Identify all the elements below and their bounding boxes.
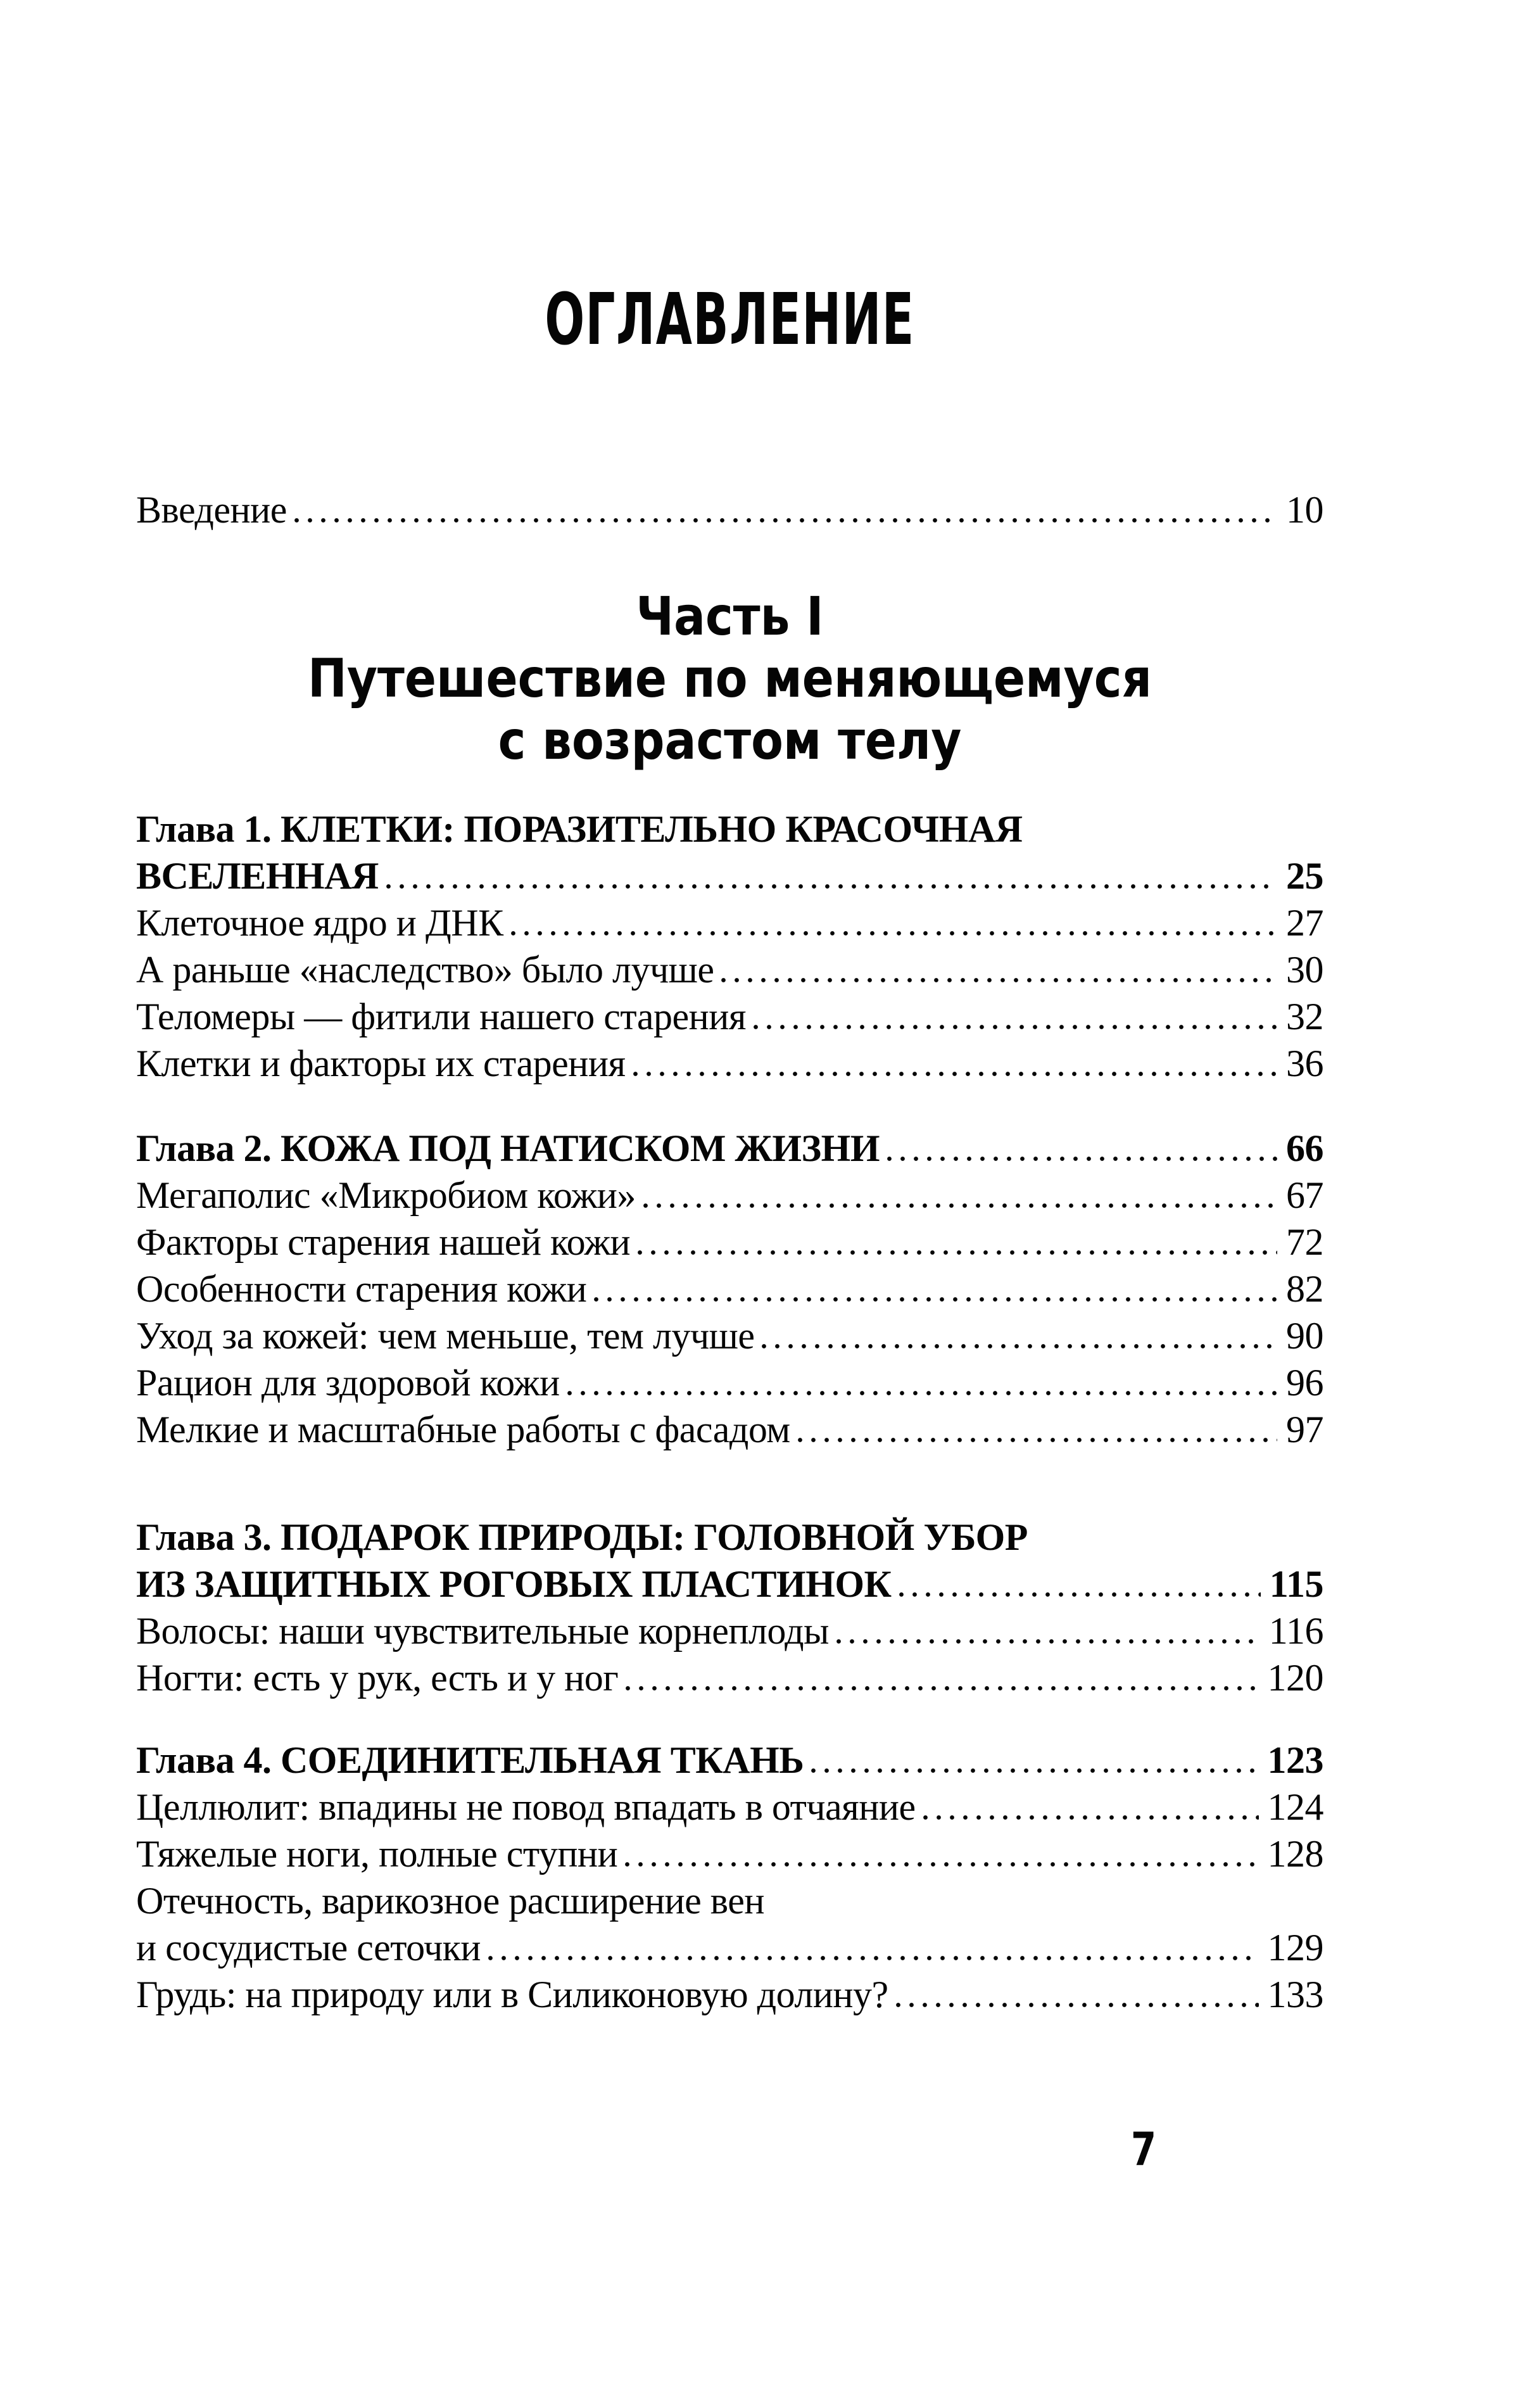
dot-leader (626, 1686, 1258, 1690)
entry-page: 133 (1267, 1974, 1323, 2015)
dot-leader (594, 1297, 1277, 1302)
chapter-heading-line-1 (136, 1514, 1323, 1561)
dot-leader (762, 1344, 1277, 1348)
chapter-heading-label: ИЗ ЗАЩИТНЫХ РОГОВЫХ ПЛАСТИНОК (136, 1563, 892, 1605)
toc-section-chapter-3 (136, 1514, 1323, 1701)
entry-page: 72 (1286, 1221, 1323, 1263)
toc-entry (136, 1608, 1323, 1654)
toc-entry (136, 1359, 1323, 1406)
chapter-page: 115 (1269, 1563, 1323, 1605)
dot-leader (386, 884, 1277, 889)
toc-entry (136, 1312, 1323, 1359)
chapter-heading-line-2 (136, 1561, 1323, 1608)
part-heading-line-3: с возрастом телу (498, 709, 962, 771)
dot-leader (899, 1592, 1261, 1597)
toc-entry-continuation-first-line (136, 1877, 1323, 1924)
toc-entry (136, 1219, 1323, 1265)
part-heading-line-1: Часть I (636, 585, 824, 647)
entry-page: 124 (1267, 1786, 1323, 1828)
entry-page: 10 (1286, 489, 1323, 531)
chapter-page: 66 (1286, 1127, 1323, 1169)
toc-entry (136, 946, 1323, 993)
dot-leader (811, 1768, 1258, 1773)
toc-entry (136, 993, 1323, 1040)
dot-leader (896, 2003, 1259, 2007)
entry-page: 128 (1267, 1833, 1323, 1875)
chapter-heading-label: ВСЕЛЕННАЯ (136, 855, 379, 897)
dot-leader (638, 1250, 1277, 1255)
entry-page: 82 (1286, 1268, 1323, 1310)
toc-entry (136, 1265, 1323, 1312)
toc-entry (136, 1830, 1323, 1877)
dot-leader (625, 1862, 1258, 1867)
entry-label: Теломеры — фитили нашего старения (136, 996, 746, 1037)
entry-label: Целлюлит: впадины не повод впадать в отчаяние (136, 1786, 916, 1828)
entry-label: Мелкие и масштабные работы с фасадом (136, 1409, 790, 1450)
entry-page: 67 (1286, 1174, 1323, 1216)
toc-entry (136, 1406, 1323, 1453)
dot-leader (488, 1956, 1258, 1960)
dot-leader (887, 1157, 1277, 1161)
entry-label: Особенности старения кожи (136, 1268, 587, 1310)
toc-section-chapter-4 (136, 1737, 1323, 2018)
chapter-page: 123 (1267, 1739, 1323, 1781)
entry-page: 30 (1286, 949, 1323, 991)
toc-entry (136, 1924, 1323, 1971)
dot-leader (567, 1391, 1277, 1395)
page-title: ОГЛАВЛЕНИЕ (545, 279, 915, 361)
entry-label: Волосы: наши чувствительные корнеплоды (136, 1610, 829, 1652)
toc-section-chapter-2 (136, 1125, 1323, 1453)
entry-page: 96 (1286, 1362, 1323, 1404)
chapter-heading-label: Глава 3. ПОДАРОК ПРИРОДЫ: ГОЛОВНОЙ УБОР (136, 1516, 1028, 1558)
folio-page-number: 7 (1130, 2122, 1157, 2176)
entry-label: Клетки и факторы их старения (136, 1043, 626, 1084)
chapter-heading-line-1 (136, 806, 1323, 853)
entry-label: А раньше «наследство» было лучше (136, 949, 714, 991)
toc-entry (136, 1040, 1323, 1087)
entry-page: 32 (1286, 996, 1323, 1037)
toc-content (136, 0, 1323, 2018)
entry-label: Клеточное ядро и ДНК (136, 902, 503, 944)
toc-entry (136, 899, 1323, 946)
chapter-heading-label: Глава 2. КОЖА ПОД НАТИСКОМ ЖИЗНИ (136, 1127, 880, 1169)
entry-label: Тяжелые ноги, полные ступни (136, 1833, 618, 1875)
dot-leader (923, 1815, 1259, 1820)
entry-page: 90 (1286, 1315, 1323, 1357)
dot-leader (294, 518, 1277, 523)
entry-page: 27 (1286, 902, 1323, 944)
dot-leader (721, 978, 1277, 982)
entry-label: Введение (136, 489, 287, 531)
dot-leader (798, 1438, 1277, 1442)
entry-label: Рацион для здоровой кожи (136, 1362, 560, 1404)
entry-label: Факторы старения нашей кожи (136, 1221, 631, 1263)
chapter-heading-label: Глава 1. КЛЕТКИ: ПОРАЗИТЕЛЬНО КРАСОЧНАЯ (136, 808, 1023, 850)
part-heading-line-2: Путешествие по меняющемуся (307, 647, 1152, 709)
entry-page: 129 (1267, 1927, 1323, 1969)
dot-leader (511, 931, 1277, 935)
chapter-page: 25 (1286, 855, 1323, 897)
dot-leader (754, 1025, 1277, 1029)
dot-leader (633, 1072, 1277, 1076)
chapter-heading-line-1 (136, 1737, 1323, 1784)
entry-page: 97 (1286, 1409, 1323, 1450)
entry-page: 36 (1286, 1043, 1323, 1084)
entry-label: Грудь: на природу или в Силиконовую долину? (136, 1974, 888, 2015)
chapter-heading-line-2 (136, 853, 1323, 899)
toc-entry (136, 1172, 1323, 1219)
entry-page: 120 (1267, 1657, 1323, 1699)
chapter-heading-line-1 (136, 1125, 1323, 1172)
entry-label: Отечность, варикозное расширение вен (136, 1880, 765, 1922)
entry-label: Ногти: есть у рук, есть и у ног (136, 1657, 619, 1699)
chapter-heading-label: Глава 4. СОЕДИНИТЕЛЬНАЯ ТКАНЬ (136, 1739, 804, 1781)
dot-leader (836, 1639, 1260, 1644)
entry-label: Мегаполис «Микробиом кожи» (136, 1174, 636, 1216)
part-heading (208, 585, 1253, 771)
entry-label: и сосудистые сеточки (136, 1927, 481, 1969)
entry-page: 116 (1268, 1610, 1323, 1652)
toc-entry (136, 1971, 1323, 2018)
dot-leader (643, 1203, 1277, 1208)
toc-section-chapter-1 (136, 806, 1323, 1087)
toc-entry-introduction (136, 486, 1323, 533)
entry-label: Уход за кожей: чем меньше, тем лучше (136, 1315, 755, 1357)
toc-entry (136, 1654, 1323, 1701)
toc-entry (136, 1784, 1323, 1830)
